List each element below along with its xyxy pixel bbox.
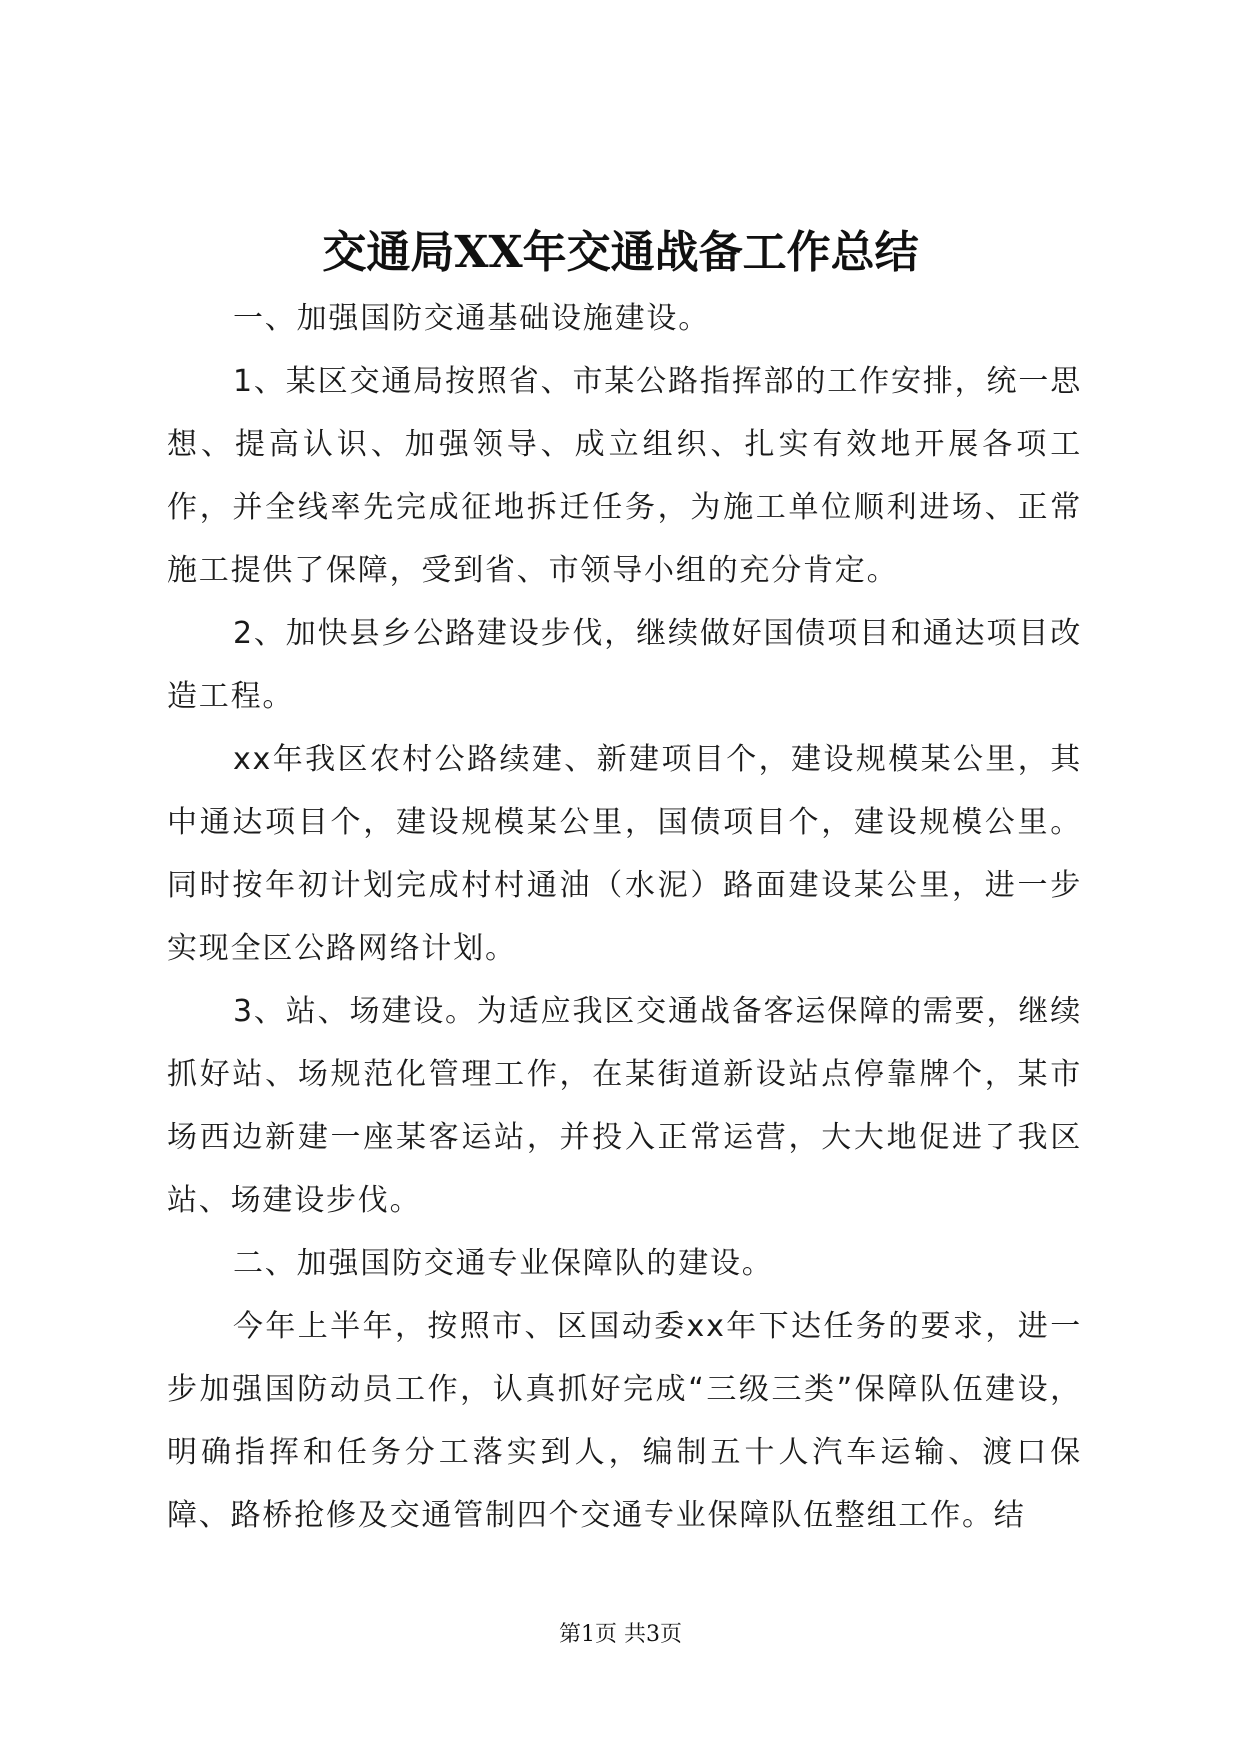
document-body	[167, 287, 1082, 1547]
paragraph: 1、某区交通局按照省、市某公路指挥部的工作安排，统一思想、提高认识、加强领导、成立组织、扎实有效地开展各项工作，并全线率先完成征地拆迁任务，为施工单位顺利进场、正常施工提供了保障，受到省、市领导小组的充分肯定。	[167, 364, 1082, 588]
paragraph: 2、加快县乡公路建设步伐，继续做好国债项目和通达项目改造工程。	[167, 616, 1082, 714]
paragraph: 今年上半年，按照市、区国动委xx年下达任务的要求，进一步加强国防动员工作，认真抓好完成“三级三类”保障队伍建设，明确指挥和任务分工落实到人，编制五十人汽车运输、渡口保障、路桥抢修及交通管制四个交通专业保障队伍整组工作。结	[167, 1309, 1082, 1533]
section-heading: 二、加强国防交通专业保障队的建设。	[233, 1246, 774, 1281]
page-number: 第1页 共3页	[559, 1622, 682, 1647]
paragraph: 3、站、场建设。为适应我区交通战备客运保障的需要，继续抓好站、场规范化管理工作，在某街道新设站点停靠牌个，某市场西边新建一座某客运站，并投入正常运营，大大地促进了我区站、场建设步伐。	[167, 994, 1082, 1218]
paragraph: xx年我区农村公路续建、新建项目个，建设规模某公里，其中通达项目个，建设规模某公里，国债项目个，建设规模公里。同时按年初计划完成村村通油（水泥）路面建设某公里，进一步实现全区公路网络计划。	[167, 742, 1082, 966]
document-title: 交通局XX年交通战备工作总结	[322, 227, 919, 278]
section-heading: 一、加强国防交通基础设施建设。	[233, 301, 710, 336]
